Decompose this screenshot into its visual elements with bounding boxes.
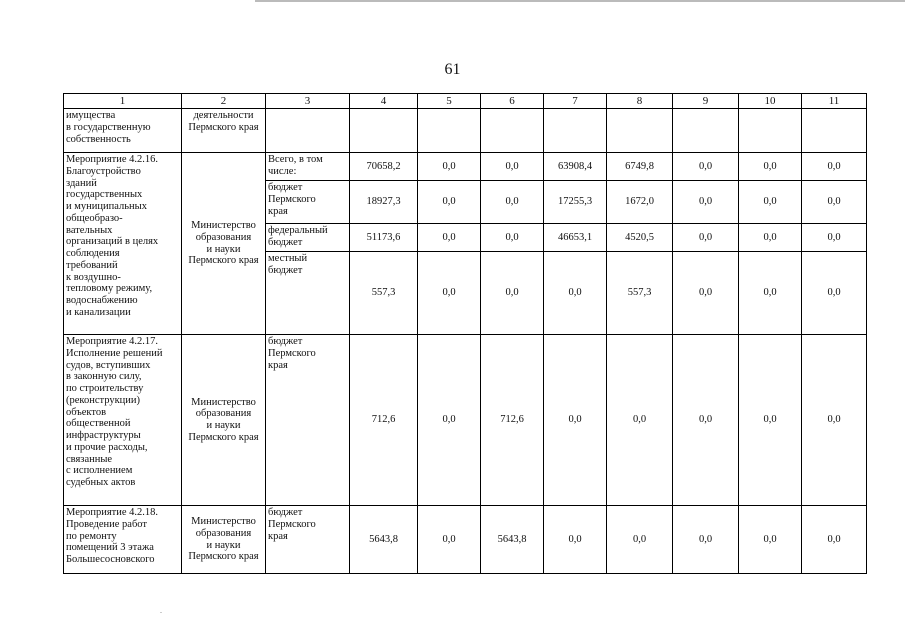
value-cell: 0,0 bbox=[607, 335, 673, 506]
value-cell: 712,6 bbox=[350, 335, 418, 506]
value-cell: 5643,8 bbox=[481, 506, 544, 574]
value-cell: 0,0 bbox=[802, 252, 867, 335]
org-cell: Министерство образования и науки Пермского края bbox=[182, 506, 266, 574]
col-header: 8 bbox=[607, 94, 673, 109]
value-cell: 0,0 bbox=[802, 335, 867, 506]
col-header: 2 bbox=[182, 94, 266, 109]
value-cell: 0,0 bbox=[739, 153, 802, 181]
empty-cell bbox=[544, 109, 607, 153]
value-cell: 557,3 bbox=[607, 252, 673, 335]
value-cell: 4520,5 bbox=[607, 224, 673, 252]
table-row bbox=[64, 153, 867, 181]
empty-cell bbox=[350, 109, 418, 153]
empty-cell bbox=[481, 109, 544, 153]
page-number: 61 bbox=[444, 61, 461, 78]
col-header: 3 bbox=[266, 94, 350, 109]
empty-cell bbox=[673, 109, 739, 153]
org-cell: Министерство образования и науки Пермского края bbox=[182, 335, 266, 506]
value-cell: 18927,3 bbox=[350, 181, 418, 224]
value-cell: 0,0 bbox=[739, 335, 802, 506]
value-cell: 0,0 bbox=[481, 153, 544, 181]
value-cell: 0,0 bbox=[481, 224, 544, 252]
funding-source: местный бюджет bbox=[266, 252, 350, 335]
value-cell: 17255,3 bbox=[544, 181, 607, 224]
value-cell: 1672,0 bbox=[607, 181, 673, 224]
funding-source: бюджет Пермского края bbox=[266, 181, 350, 224]
value-cell: 0,0 bbox=[673, 181, 739, 224]
value-cell: 0,0 bbox=[802, 181, 867, 224]
value-cell: 63908,4 bbox=[544, 153, 607, 181]
value-cell: 557,3 bbox=[350, 252, 418, 335]
value-cell: 46653,1 bbox=[544, 224, 607, 252]
value-cell: 0,0 bbox=[418, 153, 481, 181]
funding-source: бюджет Пермского края bbox=[266, 506, 350, 574]
value-cell: 0,0 bbox=[607, 506, 673, 574]
funding-source: Всего, в том числе: bbox=[266, 153, 350, 181]
value-cell: 5643,8 bbox=[350, 506, 418, 574]
scan-speck bbox=[160, 612, 162, 613]
value-cell: 0,0 bbox=[739, 224, 802, 252]
col-header: 7 bbox=[544, 94, 607, 109]
col-header: 6 bbox=[481, 94, 544, 109]
empty-cell bbox=[266, 109, 350, 153]
value-cell: 0,0 bbox=[673, 335, 739, 506]
empty-cell bbox=[802, 109, 867, 153]
value-cell: 0,0 bbox=[673, 153, 739, 181]
value-cell: 712,6 bbox=[481, 335, 544, 506]
budget-table bbox=[63, 93, 867, 574]
measure-title: Мероприятие 4.2.17. Исполнение решений судов, вступивших в законную силу, по строительству (реконструкции) объектов общественной инфраструктуры и прочие расходы, связанные с исполнением судебных актов bbox=[64, 335, 182, 506]
value-cell: 6749,8 bbox=[607, 153, 673, 181]
table-row bbox=[64, 506, 867, 574]
col-header: 9 bbox=[673, 94, 739, 109]
col-header: 10 bbox=[739, 94, 802, 109]
value-cell: 0,0 bbox=[418, 252, 481, 335]
measure-cell: имущества в государственную собственность bbox=[64, 109, 182, 153]
value-cell: 0,0 bbox=[481, 181, 544, 224]
value-cell: 0,0 bbox=[739, 181, 802, 224]
top-scan-line bbox=[255, 0, 905, 2]
org-cell: Министерство образования и науки Пермского края bbox=[182, 153, 266, 335]
empty-cell bbox=[418, 109, 481, 153]
col-header: 1 bbox=[64, 94, 182, 109]
value-cell: 0,0 bbox=[673, 224, 739, 252]
funding-source: бюджет Пермского края bbox=[266, 335, 350, 506]
col-header: 5 bbox=[418, 94, 481, 109]
value-cell: 0,0 bbox=[418, 181, 481, 224]
value-cell: 51173,6 bbox=[350, 224, 418, 252]
value-cell: 0,0 bbox=[802, 506, 867, 574]
value-cell: 0,0 bbox=[802, 224, 867, 252]
empty-cell bbox=[607, 109, 673, 153]
empty-cell bbox=[739, 109, 802, 153]
value-cell: 0,0 bbox=[481, 252, 544, 335]
value-cell: 0,0 bbox=[418, 506, 481, 574]
measure-title: Мероприятие 4.2.18. Проведение работ по ремонту помещений 3 этажа Большесосновского bbox=[64, 506, 182, 574]
value-cell: 0,0 bbox=[418, 224, 481, 252]
value-cell: 0,0 bbox=[673, 252, 739, 335]
col-header: 4 bbox=[350, 94, 418, 109]
value-cell: 0,0 bbox=[544, 252, 607, 335]
value-cell: 0,0 bbox=[673, 506, 739, 574]
value-cell: 70658,2 bbox=[350, 153, 418, 181]
col-header: 11 bbox=[802, 94, 867, 109]
value-cell: 0,0 bbox=[418, 335, 481, 506]
value-cell: 0,0 bbox=[544, 335, 607, 506]
column-number-row bbox=[64, 94, 867, 109]
funding-source: федеральный бюджет bbox=[266, 224, 350, 252]
value-cell: 0,0 bbox=[802, 153, 867, 181]
value-cell: 0,0 bbox=[544, 506, 607, 574]
measure-title: Мероприятие 4.2.16. Благоустройство зданий государственных и муниципальных общеобразо- вательных организаций в целях соблюдения требований к воздушно- тепловому режиму, водоснабжению и канализации bbox=[64, 153, 182, 335]
value-cell: 0,0 bbox=[739, 506, 802, 574]
table-row bbox=[64, 335, 867, 506]
org-cell: деятельности Пермского края bbox=[182, 109, 266, 153]
table-row bbox=[64, 109, 867, 153]
value-cell: 0,0 bbox=[739, 252, 802, 335]
